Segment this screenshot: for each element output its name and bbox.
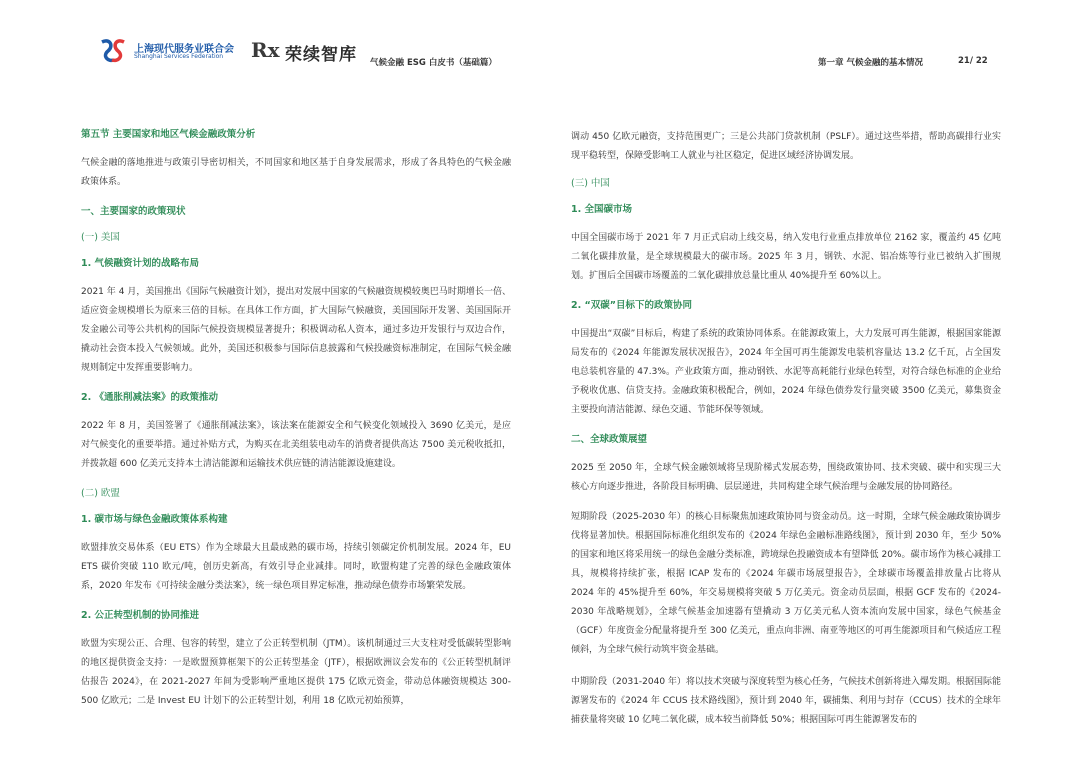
heading-eu-2: 2. 公正转型机制的协同推进 bbox=[81, 610, 200, 621]
paragraph-eu-2-continued: 调动 450 亿欧元融资，支持范围更广；三是公共部门贷款机制（PSLF）。通过这些举措，帮助高碳排行业实现平稳转型，保障受影响工人就业与社区稳定，促进区域经济协调发展。 bbox=[571, 132, 1001, 161]
heading-us-2: 2. 《通胀削减法案》的政策推动 bbox=[81, 392, 219, 403]
paragraph-us-1: 2021 年 4 月，美国推出《国际气候融资计划》，提出对发展中国家的气候融资规模较奥巴马时期增长一倍、适应资金规模增长为原来三倍的目标。在具体工作方面，扩大国际气候融资，美国国际开发署、美国国际开发金融公司等公共机构的国际气候投资规模显著提升；积极调动私人资本，通过多边开发银行与双边合作，撬动社会资本投入气候领域。此外，美国还积极参与国际信息披露和气候投融资标准制定，在国际气候金融规则制定中发挥重要影响力。 bbox=[81, 287, 511, 373]
heading-us-1: 1. 气候融资计划的战略布局 bbox=[81, 258, 200, 269]
heading-eu: (二) 欧盟 bbox=[81, 488, 120, 499]
left-column bbox=[81, 128, 511, 724]
paragraph-eu-2: 欧盟为实现公正、合理、包容的转型，建立了公正转型机制（JTM）。该机制通过三大支柱对受低碳转型影响的地区提供资金支持：一是欧盟预算框架下的公正转型基金（JTF），根据欧洲议会发布的《公正转型机制评估报告 2024》，在 2021-2027 年间为受影响严重地区提供 175 亿欧元资金，带动总体融资规模达 300-500 亿欧元；二是 Invest EU 计划下的公正转型计划，利用 18 亿欧元初始预算， bbox=[81, 639, 511, 706]
heading-china-2: 2. “双碳”目标下的政策协同 bbox=[571, 300, 693, 311]
section-title: 第五节 主要国家和地区气候金融政策分析 bbox=[81, 129, 256, 140]
paragraph-us-2: 2022 年 8 月，美国签署了《通胀削减法案》，该法案在能源安全和气候变化领域投入 3690 亿美元，是应对气候变化的重要举措。通过补贴方式，为购买在北美组装电动车的消费者提供高达 7500 美元税收抵扣，并拨款超 600 亿美元支持本土清洁能源和运输技术供应链的清洁能源设施建设。 bbox=[81, 421, 511, 469]
page-number: 21/ 22 bbox=[958, 56, 988, 66]
intro-paragraph: 气候金融的落地推进与政策引导密切相关，不同国家和地区基于自身发展需求，形成了各具特色的气候金融政策体系。 bbox=[81, 158, 511, 187]
paragraph-china-1: 中国全国碳市场于 2021 年 7 月正式启动上线交易，纳入发电行业重点排放单位 2162 家，覆盖约 45 亿吨二氧化碳排放量，是全球规模最大的碳市场。2025 年 3 月，钢铁、水泥、铝冶炼等行业已被纳入扩围规划。扩围后全国碳市场覆盖的二氧化碳排放总量比重从 40%提升至 60%以上。 bbox=[571, 233, 1001, 281]
heading-policy-status: 一、主要国家的政策现状 bbox=[81, 206, 186, 217]
paragraph-short-term: 短期阶段（2025-2030 年）的核心目标聚焦加速政策协同与资金动员。这一时期，全球气候金融政策协调步伐将显著加快。根据国际标准化组织发布的《2024 年绿色金融标准路线图》，预计到 2030 年，至少 50%的国家和地区将采用统一的绿色金融分类标准，跨境绿色投融资成本有望降低 20%。碳市场作为核心减排工具，规模将持续扩张，根据 ICAP 发布的《2024 年碳市场展望报告》，全球碳市场覆盖排放量占比将从 2024 年的 45%提升至 60%，年交易规模将突破 5 万亿美元。资金动员层面，根据 GCF 发布的《2024-2030 年战略规划》，全球气候基金加速器有望撬动 3 万亿美元私人资本流向发展中国家，绿色气候基金（GCF）年度资金分配量将提升至 300 亿美元，重点向非洲、南亚等地区的可再生能源项目和气候适应工程倾斜，为全球气候行动筑牢资金基础。 bbox=[571, 512, 1001, 655]
heading-eu-1: 1. 碳市场与绿色金融政策体系构建 bbox=[81, 514, 228, 525]
ssf-logo-cn: 上海现代服务业联合会 bbox=[134, 44, 234, 55]
ssf-logo-en: Shanghai Services Federation bbox=[134, 53, 224, 60]
paragraph-mid-term: 中期阶段（2031-2040 年）将以技术突破与深度转型为核心任务，气候技术创新将进入爆发期。根据国际能源署发布的《2024 年 CCUS 技术路线图》，预计到 2040 年，碳捕集、利用与封存（CCUS）技术的全球年捕获量将突破 10 亿吨二氧化碳，成本较当前降低 50%；根据国际可再生能源署发布的 bbox=[571, 677, 1001, 725]
heading-global-outlook: 二、全球政策展望 bbox=[571, 434, 648, 445]
paragraph-eu-1: 欧盟排放交易体系（EU ETS）作为全球最大且最成熟的碳市场，持续引领碳定价机制发展。2024 年，EU ETS 碳价突破 110 欧元/吨，创历史新高，有效引导企业减排。同时，欧盟构建了完善的绿色金融政策体系，2020 年发布《可持续金融分类法案》，统一绿色项目界定标准，推动绿色债券市场繁荣发展。 bbox=[81, 543, 511, 591]
heading-china: (三) 中国 bbox=[571, 178, 610, 189]
heading-china-1: 1. 全国碳市场 bbox=[571, 204, 633, 215]
paragraph-global: 2025 至 2050 年，全球气候金融领域将呈现阶梯式发展态势，围绕政策协同、技术突破、碳中和实现三大核心方向逐步推进，各阶段目标明确、层层递进，共同构建全球气候治理与金融发展的协同路径。 bbox=[571, 463, 1001, 492]
chapter-title: 第一章 气候金融的基本情况 bbox=[818, 58, 923, 68]
document-title: 气候金融 ESG 白皮书（基础篇） bbox=[370, 58, 497, 68]
page-header bbox=[0, 0, 1080, 90]
ssf-logo bbox=[98, 38, 238, 64]
ssf-logo-icon bbox=[98, 38, 128, 64]
rongxu-logo bbox=[251, 38, 371, 64]
rongxu-logo-mark: Rx bbox=[251, 38, 280, 62]
rongxu-logo-cn: 荣续智库 bbox=[285, 45, 357, 65]
paragraph-china-2: 中国提出“双碳”目标后，构建了系统的政策协同体系。在能源政策上，大力发展可再生能源，根据国家能源局发布的《2024 年能源发展状况报告》，2024 年全国可再生能源发电装机容量达 13.2 亿千瓦，占全国发电总装机容量的 47.3%。产业政策方面，推动钢铁、水泥等高耗能行业绿色转型，对符合绿色标准的企业给予税收优惠、信贷支持。金融政策积极配合，例如，2024 年绿色债券发行量突破 3500 亿美元，募集资金主要投向清洁能源、绿色交通、节能环保等领域。 bbox=[571, 329, 1001, 415]
right-column bbox=[571, 128, 1001, 743]
heading-us: (一) 美国 bbox=[81, 232, 120, 243]
